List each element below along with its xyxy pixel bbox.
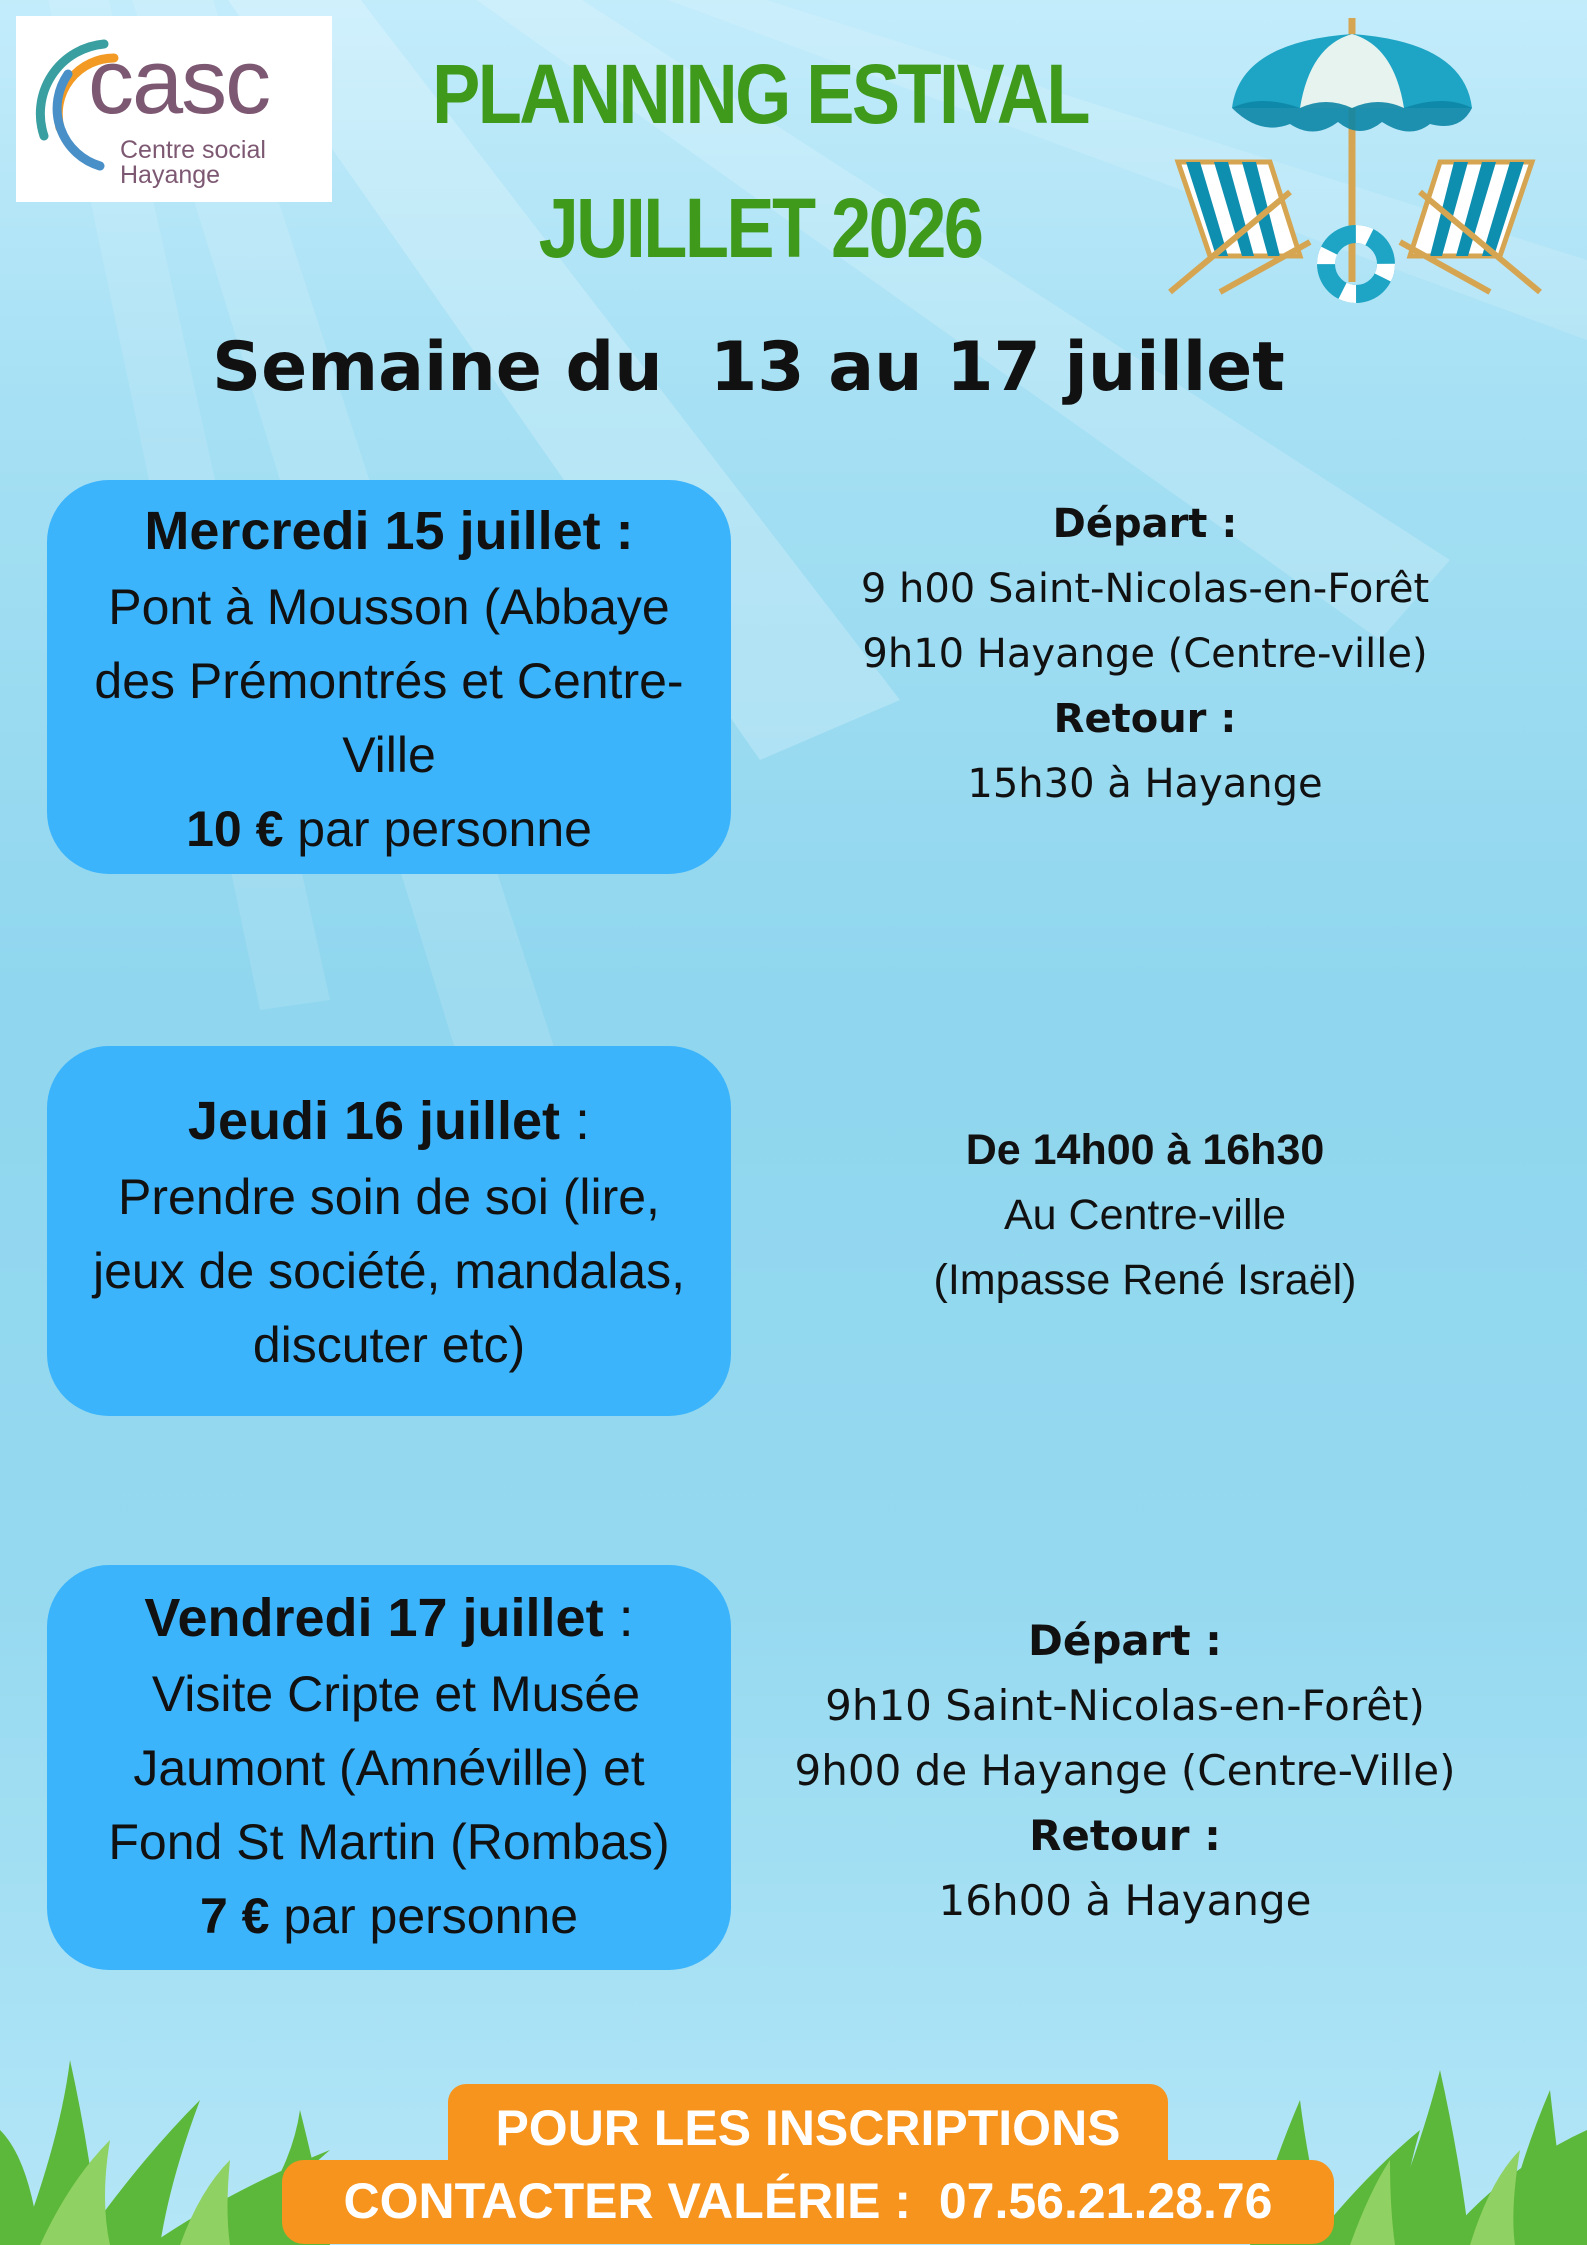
logo-wordmark: casc — [88, 31, 270, 133]
casc-logo — [16, 16, 332, 202]
beach-umbrella-deckchairs-illustration — [1160, 12, 1550, 312]
event-description-line: Jaumont (Amnéville) et — [133, 1740, 645, 1796]
return-label: Retour : — [1053, 696, 1237, 742]
return-time: 16h00 à Hayange — [938, 1876, 1312, 1925]
event-card-friday — [47, 1565, 731, 1970]
event-price-suffix: par personne — [269, 1888, 579, 1944]
event-description-line: Prendre soin de soi (lire, — [118, 1169, 660, 1225]
page-title-line2: JUILLET 2026 — [538, 181, 982, 275]
departure-label: Départ : — [1028, 1616, 1222, 1665]
week-heading: Semaine du 13 au 17 juillet — [212, 328, 1285, 407]
departure-time: 9h10 Saint-Nicolas-en-Forêt) — [825, 1681, 1425, 1730]
event-place: (Impasse René Israël) — [933, 1256, 1357, 1304]
event-time: De 14h00 à 16h30 — [965, 1126, 1325, 1174]
event-description-line: jeux de société, mandalas, — [92, 1243, 686, 1299]
event-price-line — [47, 792, 731, 866]
event-description-line: Fond St Martin (Rombas) — [108, 1814, 670, 1870]
page-title-line1: PLANNING ESTIVAL — [432, 47, 1088, 141]
event-card-wednesday — [47, 480, 731, 874]
registration-heading: POUR LES INSCRIPTIONS — [448, 2084, 1168, 2172]
event-place: Au Centre-ville — [1004, 1191, 1286, 1239]
departure-label: Départ : — [1052, 501, 1238, 547]
event-schedule-friday — [770, 1608, 1480, 1933]
event-description-line: discuter etc) — [252, 1317, 526, 1373]
event-price-line — [47, 1879, 731, 1953]
event-price: 10 € — [186, 801, 284, 857]
event-price-suffix: par personne — [283, 801, 592, 857]
logo-subtitle: Centre social Hayange — [120, 136, 266, 189]
return-label: Retour : — [1029, 1811, 1221, 1860]
event-description-line: Pont à Mousson (Abbaye — [108, 579, 670, 635]
return-time: 15h30 à Hayange — [967, 761, 1323, 807]
event-day-title: Jeudi 16 juillet : — [187, 1091, 591, 1151]
contact-phone: CONTACTER VALÉRIE : 07.56.21.28.76 — [282, 2160, 1334, 2244]
event-description-line: Visite Cripte et Musée — [137, 1666, 641, 1722]
event-card-thursday — [47, 1046, 731, 1416]
event-description-line: Ville — [342, 727, 436, 783]
event-schedule-wednesday — [800, 492, 1490, 817]
event-schedule-thursday — [800, 1118, 1490, 1313]
event-price: 7 € — [199, 1888, 270, 1944]
departure-time: 9h10 Hayange (Centre-ville) — [862, 631, 1428, 677]
departure-time: 9 h00 Saint-Nicolas-en-Forêt — [860, 566, 1430, 612]
event-description-line: des Prémontrés et Centre- — [94, 653, 684, 709]
event-day-title: Mercredi 15 juillet : — [144, 501, 634, 561]
departure-time: 9h00 de Hayange (Centre-Ville) — [794, 1746, 1456, 1795]
event-day-title: Vendredi 17 juillet : — [144, 1588, 634, 1648]
